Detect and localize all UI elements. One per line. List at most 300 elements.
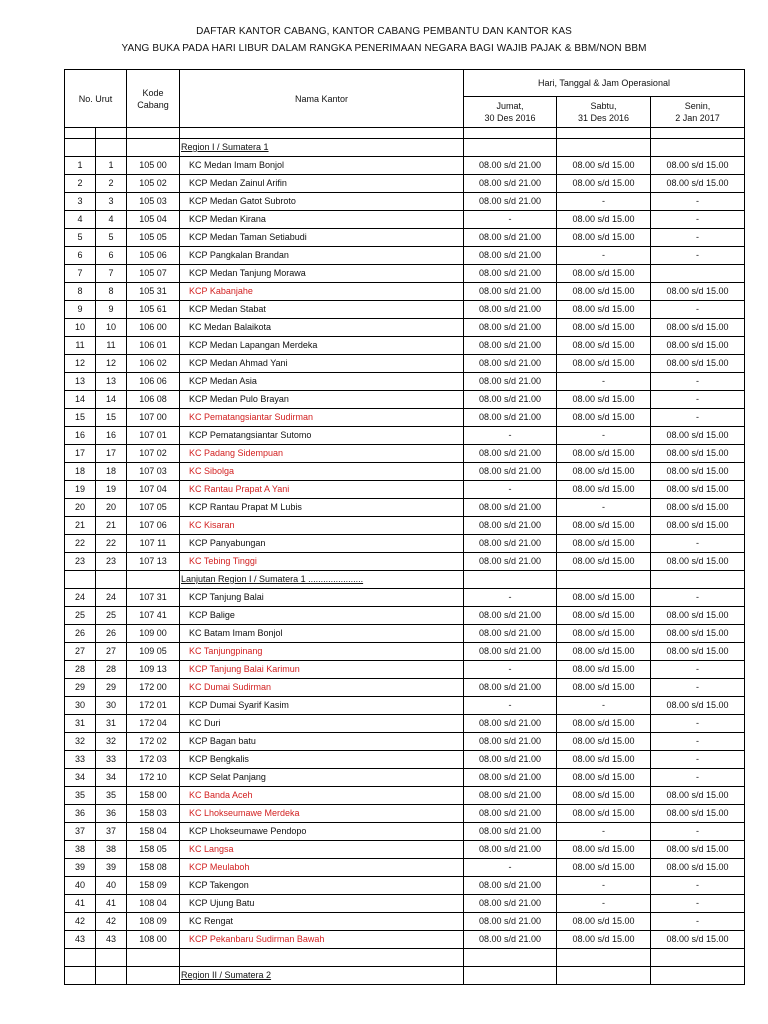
row-day2-cell: 08.00 s/d 15.00 — [557, 913, 651, 931]
row-no2-cell: 13 — [96, 373, 127, 391]
row-day1-cell: 08.00 s/d 21.00 — [464, 679, 557, 697]
row-no-cell: 29 — [65, 679, 96, 697]
row-day2-cell: 08.00 s/d 15.00 — [557, 283, 651, 301]
row-day2-cell: 08.00 s/d 15.00 — [557, 607, 651, 625]
row-day1-cell: - — [464, 589, 557, 607]
table-row — [65, 499, 745, 517]
row-day3-cell: - — [651, 913, 745, 931]
row-day3-cell: 08.00 s/d 15.00 — [651, 283, 745, 301]
row-no-cell: 41 — [65, 895, 96, 913]
row-no2-cell: 17 — [96, 445, 127, 463]
table-row — [65, 445, 745, 463]
table-row — [65, 265, 745, 283]
row-day2-cell: 08.00 s/d 15.00 — [557, 733, 651, 751]
row-day1-cell: 08.00 s/d 21.00 — [464, 247, 557, 265]
empty-cell — [557, 949, 651, 967]
row-day2-cell: 08.00 s/d 15.00 — [557, 589, 651, 607]
row-no2-cell: 43 — [96, 931, 127, 949]
row-day1-cell: 08.00 s/d 21.00 — [464, 337, 557, 355]
row-no2-cell: 26 — [96, 625, 127, 643]
header-day1 — [464, 97, 557, 128]
row-no-cell: 34 — [65, 769, 96, 787]
table-row — [65, 625, 745, 643]
table-row — [65, 373, 745, 391]
row-no2-cell: 16 — [96, 427, 127, 445]
row-day1-cell: 08.00 s/d 21.00 — [464, 535, 557, 553]
row-day1-cell: 08.00 s/d 21.00 — [464, 643, 557, 661]
row-day2-cell: 08.00 s/d 15.00 — [557, 715, 651, 733]
row-kode-cell: 107 04 — [127, 481, 180, 499]
row-kode-cell: 107 31 — [127, 589, 180, 607]
region-1-continued-heading-label: Lanjutan Region I / Sumatera 1 ...................... — [181, 574, 364, 584]
row-no-cell: 42 — [65, 913, 96, 931]
row-no2-cell: 15 — [96, 409, 127, 427]
empty-cell — [651, 128, 745, 139]
row-day2-cell: 08.00 s/d 15.00 — [557, 301, 651, 319]
table-row — [65, 841, 745, 859]
row-day3-cell: 08.00 s/d 15.00 — [651, 157, 745, 175]
row-kode-cell: 107 02 — [127, 445, 180, 463]
row-no-cell: 1 — [65, 157, 96, 175]
row-nama-cell: KCP Takengon — [180, 877, 464, 895]
row-day1-cell: 08.00 s/d 21.00 — [464, 625, 557, 643]
row-nama-cell: KCP Medan Lapangan Merdeka — [180, 337, 464, 355]
table-row — [65, 283, 745, 301]
row-day2-cell: 08.00 s/d 15.00 — [557, 535, 651, 553]
empty-cell — [65, 967, 96, 985]
row-no-cell: 16 — [65, 427, 96, 445]
empty-cell — [96, 967, 127, 985]
row-day1-cell: 08.00 s/d 21.00 — [464, 499, 557, 517]
row-no2-cell: 6 — [96, 247, 127, 265]
row-day3-cell — [651, 265, 745, 283]
table-row — [65, 409, 745, 427]
row-day3-cell: - — [651, 823, 745, 841]
table-row — [65, 661, 745, 679]
table-row — [65, 877, 745, 895]
row-day1-cell: 08.00 s/d 21.00 — [464, 283, 557, 301]
row-kode-cell: 158 00 — [127, 787, 180, 805]
row-no2-cell: 25 — [96, 607, 127, 625]
row-no2-cell: 11 — [96, 337, 127, 355]
spacer-row — [65, 949, 745, 967]
row-no-cell: 37 — [65, 823, 96, 841]
row-day2-cell: 08.00 s/d 15.00 — [557, 625, 651, 643]
table-row — [65, 805, 745, 823]
row-no-cell: 7 — [65, 265, 96, 283]
empty-cell — [464, 571, 557, 589]
row-day3-cell: 08.00 s/d 15.00 — [651, 697, 745, 715]
row-day1-cell: 08.00 s/d 21.00 — [464, 517, 557, 535]
table-row — [65, 931, 745, 949]
row-day3-cell: 08.00 s/d 15.00 — [651, 175, 745, 193]
table-row — [65, 463, 745, 481]
row-no-cell: 3 — [65, 193, 96, 211]
table-row — [65, 535, 745, 553]
row-day3-cell: - — [651, 409, 745, 427]
row-day3-cell: - — [651, 391, 745, 409]
row-nama-cell: KCP Panyabungan — [180, 535, 464, 553]
row-day3-cell: 08.00 s/d 15.00 — [651, 841, 745, 859]
row-day2-cell: 08.00 s/d 15.00 — [557, 265, 651, 283]
row-day2-cell: 08.00 s/d 15.00 — [557, 931, 651, 949]
row-day2-cell: 08.00 s/d 15.00 — [557, 481, 651, 499]
row-day1-cell: 08.00 s/d 21.00 — [464, 841, 557, 859]
row-day2-cell: 08.00 s/d 15.00 — [557, 643, 651, 661]
empty-cell — [65, 128, 96, 139]
row-kode-cell: 172 00 — [127, 679, 180, 697]
row-nama-cell: KC Rengat — [180, 913, 464, 931]
row-kode-cell: 158 08 — [127, 859, 180, 877]
region-1-continued-heading — [180, 571, 464, 589]
row-no-cell: 20 — [65, 499, 96, 517]
empty-cell — [464, 128, 557, 139]
row-no-cell: 14 — [65, 391, 96, 409]
row-kode-cell: 158 09 — [127, 877, 180, 895]
row-kode-cell: 107 03 — [127, 463, 180, 481]
row-no2-cell: 5 — [96, 229, 127, 247]
header-hari-group: Hari, Tanggal & Jam Operasional — [464, 70, 745, 97]
row-nama-cell: KCP Lhokseumawe Pendopo — [180, 823, 464, 841]
row-no2-cell: 35 — [96, 787, 127, 805]
row-day2-cell: 08.00 s/d 15.00 — [557, 355, 651, 373]
row-nama-cell: KCP Rantau Prapat M Lubis — [180, 499, 464, 517]
row-day1-cell: 08.00 s/d 21.00 — [464, 607, 557, 625]
row-no2-cell: 2 — [96, 175, 127, 193]
row-no-cell: 9 — [65, 301, 96, 319]
empty-cell — [464, 949, 557, 967]
row-no-cell: 5 — [65, 229, 96, 247]
row-nama-cell: KC Padang Sidempuan — [180, 445, 464, 463]
empty-cell — [96, 128, 127, 139]
header-kode-cabang — [127, 70, 180, 128]
table-row — [65, 193, 745, 211]
row-day2-cell: - — [557, 427, 651, 445]
row-no2-cell: 29 — [96, 679, 127, 697]
row-kode-cell: 172 03 — [127, 751, 180, 769]
row-no-cell: 6 — [65, 247, 96, 265]
row-no2-cell: 10 — [96, 319, 127, 337]
row-day1-cell: 08.00 s/d 21.00 — [464, 445, 557, 463]
row-no2-cell: 32 — [96, 733, 127, 751]
table-row — [65, 913, 745, 931]
row-no2-cell: 3 — [96, 193, 127, 211]
row-kode-cell: 158 03 — [127, 805, 180, 823]
row-kode-cell: 105 00 — [127, 157, 180, 175]
row-no2-cell: 14 — [96, 391, 127, 409]
empty-cell — [651, 949, 745, 967]
row-day2-cell: 08.00 s/d 15.00 — [557, 751, 651, 769]
row-no2-cell: 31 — [96, 715, 127, 733]
row-day3-cell: 08.00 s/d 15.00 — [651, 553, 745, 571]
table-row — [65, 229, 745, 247]
table-row — [65, 589, 745, 607]
row-no-cell: 43 — [65, 931, 96, 949]
row-nama-cell: KC Kisaran — [180, 517, 464, 535]
row-no-cell: 11 — [65, 337, 96, 355]
row-no-cell: 21 — [65, 517, 96, 535]
row-day3-cell: - — [651, 247, 745, 265]
row-day1-cell: - — [464, 427, 557, 445]
row-day1-cell: 08.00 s/d 21.00 — [464, 769, 557, 787]
row-no2-cell: 24 — [96, 589, 127, 607]
row-day2-cell: - — [557, 499, 651, 517]
row-day2-cell: - — [557, 895, 651, 913]
row-kode-cell: 172 01 — [127, 697, 180, 715]
row-day3-cell: 08.00 s/d 15.00 — [651, 337, 745, 355]
row-day1-cell: 08.00 s/d 21.00 — [464, 157, 557, 175]
row-day2-cell: 08.00 s/d 15.00 — [557, 409, 651, 427]
header-day3 — [651, 97, 745, 128]
row-day1-cell: 08.00 s/d 21.00 — [464, 733, 557, 751]
table-row — [65, 823, 745, 841]
row-nama-cell: KCP Dumai Syarif Kasim — [180, 697, 464, 715]
table-row — [65, 355, 745, 373]
row-no2-cell: 30 — [96, 697, 127, 715]
row-day2-cell: 08.00 s/d 15.00 — [557, 211, 651, 229]
empty-cell — [651, 139, 745, 157]
row-no2-cell: 19 — [96, 481, 127, 499]
row-nama-cell: KC Tebing Tinggi — [180, 553, 464, 571]
row-kode-cell: 105 02 — [127, 175, 180, 193]
row-day2-cell: 08.00 s/d 15.00 — [557, 445, 651, 463]
row-kode-cell: 109 00 — [127, 625, 180, 643]
row-no2-cell: 38 — [96, 841, 127, 859]
row-kode-cell: 105 61 — [127, 301, 180, 319]
row-day3-cell: - — [651, 715, 745, 733]
row-nama-cell: KCP Tanjung Balai Karimun — [180, 661, 464, 679]
row-day1-cell: - — [464, 481, 557, 499]
row-no-cell: 12 — [65, 355, 96, 373]
row-day2-cell: 08.00 s/d 15.00 — [557, 553, 651, 571]
row-no-cell: 39 — [65, 859, 96, 877]
row-kode-cell: 172 02 — [127, 733, 180, 751]
empty-cell — [65, 139, 96, 157]
row-nama-cell: KCP Medan Kirana — [180, 211, 464, 229]
row-kode-cell: 107 13 — [127, 553, 180, 571]
row-no-cell: 33 — [65, 751, 96, 769]
row-no-cell: 23 — [65, 553, 96, 571]
empty-cell — [96, 571, 127, 589]
row-nama-cell: KC Pematangsiantar Sudirman — [180, 409, 464, 427]
row-no2-cell: 23 — [96, 553, 127, 571]
row-no-cell: 32 — [65, 733, 96, 751]
region-2-heading-label: Region II / Sumatera 2 — [181, 970, 272, 980]
row-no2-cell: 37 — [96, 823, 127, 841]
row-day2-cell: 08.00 s/d 15.00 — [557, 841, 651, 859]
row-no2-cell: 12 — [96, 355, 127, 373]
row-no-cell: 28 — [65, 661, 96, 679]
row-kode-cell: 107 01 — [127, 427, 180, 445]
empty-cell — [180, 949, 464, 967]
row-nama-cell: KC Banda Aceh — [180, 787, 464, 805]
row-day1-cell: 08.00 s/d 21.00 — [464, 175, 557, 193]
row-nama-cell: KC Rantau Prapat A Yani — [180, 481, 464, 499]
row-day3-cell: 08.00 s/d 15.00 — [651, 859, 745, 877]
row-nama-cell: KC Medan Balaikota — [180, 319, 464, 337]
row-nama-cell: KCP Medan Tanjung Morawa — [180, 265, 464, 283]
row-day1-cell: - — [464, 859, 557, 877]
row-day2-cell: 08.00 s/d 15.00 — [557, 679, 651, 697]
row-day3-cell: - — [651, 193, 745, 211]
row-day3-cell: - — [651, 589, 745, 607]
row-kode-cell: 108 09 — [127, 913, 180, 931]
empty-cell — [557, 571, 651, 589]
row-day2-cell: 08.00 s/d 15.00 — [557, 661, 651, 679]
table-row — [65, 337, 745, 355]
row-day1-cell: 08.00 s/d 21.00 — [464, 823, 557, 841]
row-no-cell: 15 — [65, 409, 96, 427]
header-cabang: Cabang — [137, 99, 169, 110]
table-row — [65, 715, 745, 733]
row-day1-cell: 08.00 s/d 21.00 — [464, 301, 557, 319]
row-day1-cell: 08.00 s/d 21.00 — [464, 265, 557, 283]
row-kode-cell: 109 13 — [127, 661, 180, 679]
row-kode-cell: 105 04 — [127, 211, 180, 229]
row-day2-cell: 08.00 s/d 15.00 — [557, 859, 651, 877]
row-day1-cell: 08.00 s/d 21.00 — [464, 391, 557, 409]
row-kode-cell: 158 04 — [127, 823, 180, 841]
table-row — [65, 175, 745, 193]
row-day3-cell: - — [651, 229, 745, 247]
row-kode-cell: 106 08 — [127, 391, 180, 409]
row-day1-cell: 08.00 s/d 21.00 — [464, 355, 557, 373]
row-day3-cell: - — [651, 769, 745, 787]
row-kode-cell: 108 00 — [127, 931, 180, 949]
row-day1-cell: 08.00 s/d 21.00 — [464, 931, 557, 949]
row-no-cell: 22 — [65, 535, 96, 553]
row-day1-cell: 08.00 s/d 21.00 — [464, 229, 557, 247]
row-day2-cell: - — [557, 823, 651, 841]
header-no-urut: No. Urut — [65, 70, 127, 128]
row-no2-cell: 40 — [96, 877, 127, 895]
row-kode-cell: 107 11 — [127, 535, 180, 553]
table-row — [65, 301, 745, 319]
header-day1-date: 30 Des 2016 — [484, 113, 536, 123]
row-no2-cell: 20 — [96, 499, 127, 517]
row-nama-cell: KCP Meulaboh — [180, 859, 464, 877]
empty-cell — [557, 139, 651, 157]
empty-cell — [96, 949, 127, 967]
row-day2-cell: 08.00 s/d 15.00 — [557, 391, 651, 409]
row-day3-cell: 08.00 s/d 15.00 — [651, 607, 745, 625]
row-no-cell: 26 — [65, 625, 96, 643]
row-no2-cell: 42 — [96, 913, 127, 931]
empty-cell — [127, 571, 180, 589]
header-day1-name: Jumat, — [496, 101, 524, 111]
row-day3-cell: 08.00 s/d 15.00 — [651, 463, 745, 481]
row-kode-cell: 106 01 — [127, 337, 180, 355]
row-day3-cell: 08.00 s/d 15.00 — [651, 787, 745, 805]
row-no-cell: 38 — [65, 841, 96, 859]
row-no-cell: 2 — [65, 175, 96, 193]
table-row — [65, 787, 745, 805]
row-no-cell: 27 — [65, 643, 96, 661]
row-no2-cell: 18 — [96, 463, 127, 481]
row-day2-cell: 08.00 s/d 15.00 — [557, 175, 651, 193]
branch-schedule-table — [64, 69, 745, 985]
row-no2-cell: 34 — [96, 769, 127, 787]
header-day2 — [557, 97, 651, 128]
row-kode-cell: 105 31 — [127, 283, 180, 301]
empty-cell — [557, 128, 651, 139]
spacer-row — [65, 128, 745, 139]
empty-cell — [65, 949, 96, 967]
row-no2-cell: 41 — [96, 895, 127, 913]
row-day3-cell: - — [651, 535, 745, 553]
empty-cell — [464, 139, 557, 157]
table-row — [65, 391, 745, 409]
row-no2-cell: 21 — [96, 517, 127, 535]
row-day3-cell: 08.00 s/d 15.00 — [651, 445, 745, 463]
table-row — [65, 895, 745, 913]
row-day3-cell: - — [651, 301, 745, 319]
row-day1-cell: - — [464, 211, 557, 229]
row-day1-cell: 08.00 s/d 21.00 — [464, 805, 557, 823]
row-day3-cell: - — [651, 211, 745, 229]
row-nama-cell: KCP Bengkalis — [180, 751, 464, 769]
table-row — [65, 679, 745, 697]
table-row — [65, 211, 745, 229]
row-day2-cell: 08.00 s/d 15.00 — [557, 319, 651, 337]
row-day3-cell: 08.00 s/d 15.00 — [651, 319, 745, 337]
row-no-cell: 13 — [65, 373, 96, 391]
row-day2-cell: 08.00 s/d 15.00 — [557, 787, 651, 805]
row-kode-cell: 108 04 — [127, 895, 180, 913]
row-day1-cell: 08.00 s/d 21.00 — [464, 895, 557, 913]
row-kode-cell: 105 06 — [127, 247, 180, 265]
row-no2-cell: 28 — [96, 661, 127, 679]
empty-cell — [127, 128, 180, 139]
row-nama-cell: KC Batam Imam Bonjol — [180, 625, 464, 643]
table-row — [65, 427, 745, 445]
empty-cell — [651, 967, 745, 985]
row-kode-cell: 105 03 — [127, 193, 180, 211]
empty-cell — [651, 571, 745, 589]
row-day1-cell: 08.00 s/d 21.00 — [464, 787, 557, 805]
row-nama-cell: KC Tanjungpinang — [180, 643, 464, 661]
row-no-cell: 8 — [65, 283, 96, 301]
row-no2-cell: 9 — [96, 301, 127, 319]
row-nama-cell: KCP Balige — [180, 607, 464, 625]
row-nama-cell: KCP Pematangsiantar Sutomo — [180, 427, 464, 445]
row-day3-cell: 08.00 s/d 15.00 — [651, 355, 745, 373]
row-kode-cell: 106 06 — [127, 373, 180, 391]
row-no-cell: 35 — [65, 787, 96, 805]
header-day2-name: Sabtu, — [590, 101, 617, 111]
empty-cell — [127, 139, 180, 157]
row-no2-cell: 22 — [96, 535, 127, 553]
row-nama-cell: KC Langsa — [180, 841, 464, 859]
empty-cell — [464, 967, 557, 985]
row-no-cell: 24 — [65, 589, 96, 607]
table-row — [65, 697, 745, 715]
row-no2-cell: 36 — [96, 805, 127, 823]
row-no-cell: 40 — [65, 877, 96, 895]
row-day3-cell: - — [651, 877, 745, 895]
row-day3-cell: - — [651, 661, 745, 679]
empty-cell — [180, 128, 464, 139]
row-day1-cell: - — [464, 661, 557, 679]
row-day3-cell: 08.00 s/d 15.00 — [651, 517, 745, 535]
table-row — [65, 751, 745, 769]
row-day3-cell: 08.00 s/d 15.00 — [651, 931, 745, 949]
row-day3-cell: - — [651, 733, 745, 751]
row-nama-cell: KCP Kabanjahe — [180, 283, 464, 301]
row-kode-cell: 109 05 — [127, 643, 180, 661]
region-row — [65, 967, 745, 985]
row-day1-cell: 08.00 s/d 21.00 — [464, 751, 557, 769]
